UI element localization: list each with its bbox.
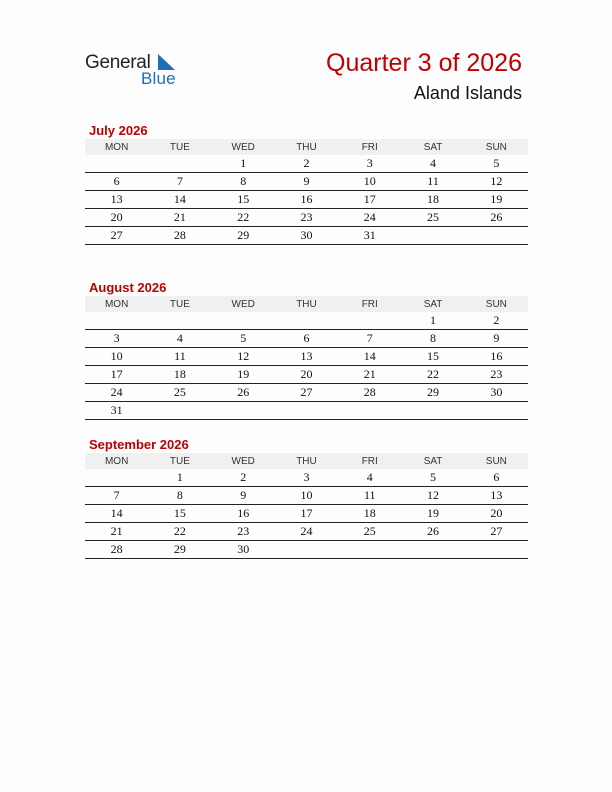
month-calendar-july: [85, 122, 528, 245]
weekday-header: TUE: [148, 139, 211, 155]
day-cell: 2: [275, 155, 338, 173]
day-cell: 3: [338, 155, 401, 173]
day-cell: 20: [85, 209, 148, 227]
weekday-header: MON: [85, 296, 148, 312]
day-cell: 14: [85, 505, 148, 523]
day-cell: 8: [401, 330, 464, 348]
empty-day-cell: [465, 402, 528, 420]
day-cell: 1: [401, 312, 464, 330]
page-subtitle: Aland Islands: [413, 83, 522, 103]
day-cell: 7: [85, 487, 148, 505]
day-cell: 26: [401, 523, 464, 541]
empty-day-cell: [85, 469, 148, 487]
empty-day-cell: [148, 402, 211, 420]
day-cell: 26: [465, 209, 528, 227]
empty-day-cell: [212, 312, 275, 330]
weekday-header: FRI: [338, 453, 401, 469]
day-cell: 23: [275, 209, 338, 227]
day-cell: 18: [148, 366, 211, 384]
day-cell: 13: [275, 348, 338, 366]
weekday-header-row: [85, 453, 528, 469]
weekday-header: SUN: [465, 139, 528, 155]
day-cell: 27: [275, 384, 338, 402]
weekday-header-row: [85, 296, 528, 312]
day-cell: 2: [212, 469, 275, 487]
empty-day-cell: [212, 402, 275, 420]
day-cell: 24: [275, 523, 338, 541]
day-cell: 12: [401, 487, 464, 505]
day-cell: 30: [212, 541, 275, 559]
week-row: [85, 191, 528, 209]
empty-day-cell: [275, 312, 338, 330]
day-cell: 19: [212, 366, 275, 384]
week-row: [85, 173, 528, 191]
weekday-header: SAT: [401, 453, 464, 469]
empty-day-cell: [148, 155, 211, 173]
day-cell: 5: [212, 330, 275, 348]
day-cell: 24: [338, 209, 401, 227]
day-cell: 9: [275, 173, 338, 191]
day-cell: 15: [148, 505, 211, 523]
day-cell: 29: [401, 384, 464, 402]
day-cell: 2: [465, 312, 528, 330]
empty-day-cell: [338, 402, 401, 420]
logo: [85, 50, 195, 90]
empty-day-cell: [401, 227, 464, 245]
day-cell: 27: [85, 227, 148, 245]
weekday-header: FRI: [338, 139, 401, 155]
week-row: [85, 312, 528, 330]
weekday-header: SUN: [465, 453, 528, 469]
empty-day-cell: [85, 155, 148, 173]
day-cell: 11: [148, 348, 211, 366]
day-cell: 16: [465, 348, 528, 366]
day-cell: 18: [338, 505, 401, 523]
day-cell: 6: [85, 173, 148, 191]
day-cell: 4: [148, 330, 211, 348]
day-cell: 26: [212, 384, 275, 402]
weekday-header: MON: [85, 139, 148, 155]
day-cell: 4: [338, 469, 401, 487]
day-cell: 25: [338, 523, 401, 541]
day-cell: 25: [148, 384, 211, 402]
weekday-header: THU: [275, 296, 338, 312]
day-cell: 19: [401, 505, 464, 523]
day-cell: 22: [148, 523, 211, 541]
month-title: July 2026: [89, 123, 148, 138]
day-cell: 6: [275, 330, 338, 348]
month-calendar-september: [85, 436, 528, 559]
day-cell: 28: [85, 541, 148, 559]
day-cell: 8: [212, 173, 275, 191]
day-cell: 12: [212, 348, 275, 366]
day-cell: 20: [275, 366, 338, 384]
day-cell: 3: [85, 330, 148, 348]
day-cell: 3: [275, 469, 338, 487]
day-cell: 16: [212, 505, 275, 523]
logo-word-general: General: [85, 52, 151, 73]
day-cell: 16: [275, 191, 338, 209]
day-cell: 24: [85, 384, 148, 402]
day-cell: 19: [465, 191, 528, 209]
month-title: September 2026: [89, 437, 189, 452]
logo-word-blue: Blue: [141, 69, 176, 88]
calendar-grid: [85, 296, 528, 420]
weekday-header: THU: [275, 139, 338, 155]
day-cell: 21: [85, 523, 148, 541]
day-cell: 13: [85, 191, 148, 209]
week-row: [85, 505, 528, 523]
day-cell: 17: [85, 366, 148, 384]
week-row: [85, 384, 528, 402]
day-cell: 13: [465, 487, 528, 505]
day-cell: 23: [465, 366, 528, 384]
day-cell: 22: [401, 366, 464, 384]
week-row: [85, 366, 528, 384]
empty-day-cell: [401, 541, 464, 559]
weekday-header: TUE: [148, 453, 211, 469]
day-cell: 18: [401, 191, 464, 209]
week-row: [85, 469, 528, 487]
weekday-header-row: [85, 139, 528, 155]
day-cell: 10: [275, 487, 338, 505]
day-cell: 15: [212, 191, 275, 209]
weekday-header: MON: [85, 453, 148, 469]
empty-day-cell: [338, 541, 401, 559]
day-cell: 17: [338, 191, 401, 209]
week-row: [85, 227, 528, 245]
week-row: [85, 330, 528, 348]
day-cell: 10: [85, 348, 148, 366]
weekday-header: TUE: [148, 296, 211, 312]
day-cell: 29: [212, 227, 275, 245]
empty-day-cell: [275, 402, 338, 420]
day-cell: 7: [338, 330, 401, 348]
day-cell: 1: [148, 469, 211, 487]
empty-day-cell: [465, 227, 528, 245]
empty-day-cell: [465, 541, 528, 559]
empty-day-cell: [85, 312, 148, 330]
week-row: [85, 523, 528, 541]
weekday-header: WED: [212, 139, 275, 155]
day-cell: 5: [465, 155, 528, 173]
empty-day-cell: [401, 402, 464, 420]
day-cell: 9: [465, 330, 528, 348]
day-cell: 30: [465, 384, 528, 402]
weekday-header: SAT: [401, 296, 464, 312]
month-calendar-august: [85, 279, 528, 420]
day-cell: 12: [465, 173, 528, 191]
day-cell: 29: [148, 541, 211, 559]
weekday-header: FRI: [338, 296, 401, 312]
day-cell: 10: [338, 173, 401, 191]
day-cell: 1: [212, 155, 275, 173]
day-cell: 20: [465, 505, 528, 523]
day-cell: 28: [338, 384, 401, 402]
day-cell: 25: [401, 209, 464, 227]
calendar-grid: [85, 453, 528, 559]
logo-triangle-icon: [158, 54, 175, 70]
month-title: August 2026: [89, 280, 167, 295]
week-row: [85, 541, 528, 559]
calendar-grid: [85, 139, 528, 245]
day-cell: 21: [338, 366, 401, 384]
day-cell: 23: [212, 523, 275, 541]
weekday-header: SAT: [401, 139, 464, 155]
week-row: [85, 487, 528, 505]
day-cell: 28: [148, 227, 211, 245]
day-cell: 5: [401, 469, 464, 487]
day-cell: 31: [85, 402, 148, 420]
page-title: Quarter 3 of 2026: [326, 49, 522, 77]
weekday-header: THU: [275, 453, 338, 469]
week-row: [85, 209, 528, 227]
day-cell: 6: [465, 469, 528, 487]
day-cell: 8: [148, 487, 211, 505]
weekday-header: WED: [212, 296, 275, 312]
empty-day-cell: [275, 541, 338, 559]
day-cell: 21: [148, 209, 211, 227]
day-cell: 14: [338, 348, 401, 366]
day-cell: 30: [275, 227, 338, 245]
day-cell: 17: [275, 505, 338, 523]
day-cell: 7: [148, 173, 211, 191]
day-cell: 9: [212, 487, 275, 505]
day-cell: 27: [465, 523, 528, 541]
empty-day-cell: [148, 312, 211, 330]
day-cell: 31: [338, 227, 401, 245]
day-cell: 4: [401, 155, 464, 173]
day-cell: 11: [401, 173, 464, 191]
weekday-header: SUN: [465, 296, 528, 312]
empty-day-cell: [338, 312, 401, 330]
week-row: [85, 348, 528, 366]
day-cell: 15: [401, 348, 464, 366]
weekday-header: WED: [212, 453, 275, 469]
day-cell: 14: [148, 191, 211, 209]
day-cell: 11: [338, 487, 401, 505]
week-row: [85, 402, 528, 420]
week-row: [85, 155, 528, 173]
day-cell: 22: [212, 209, 275, 227]
